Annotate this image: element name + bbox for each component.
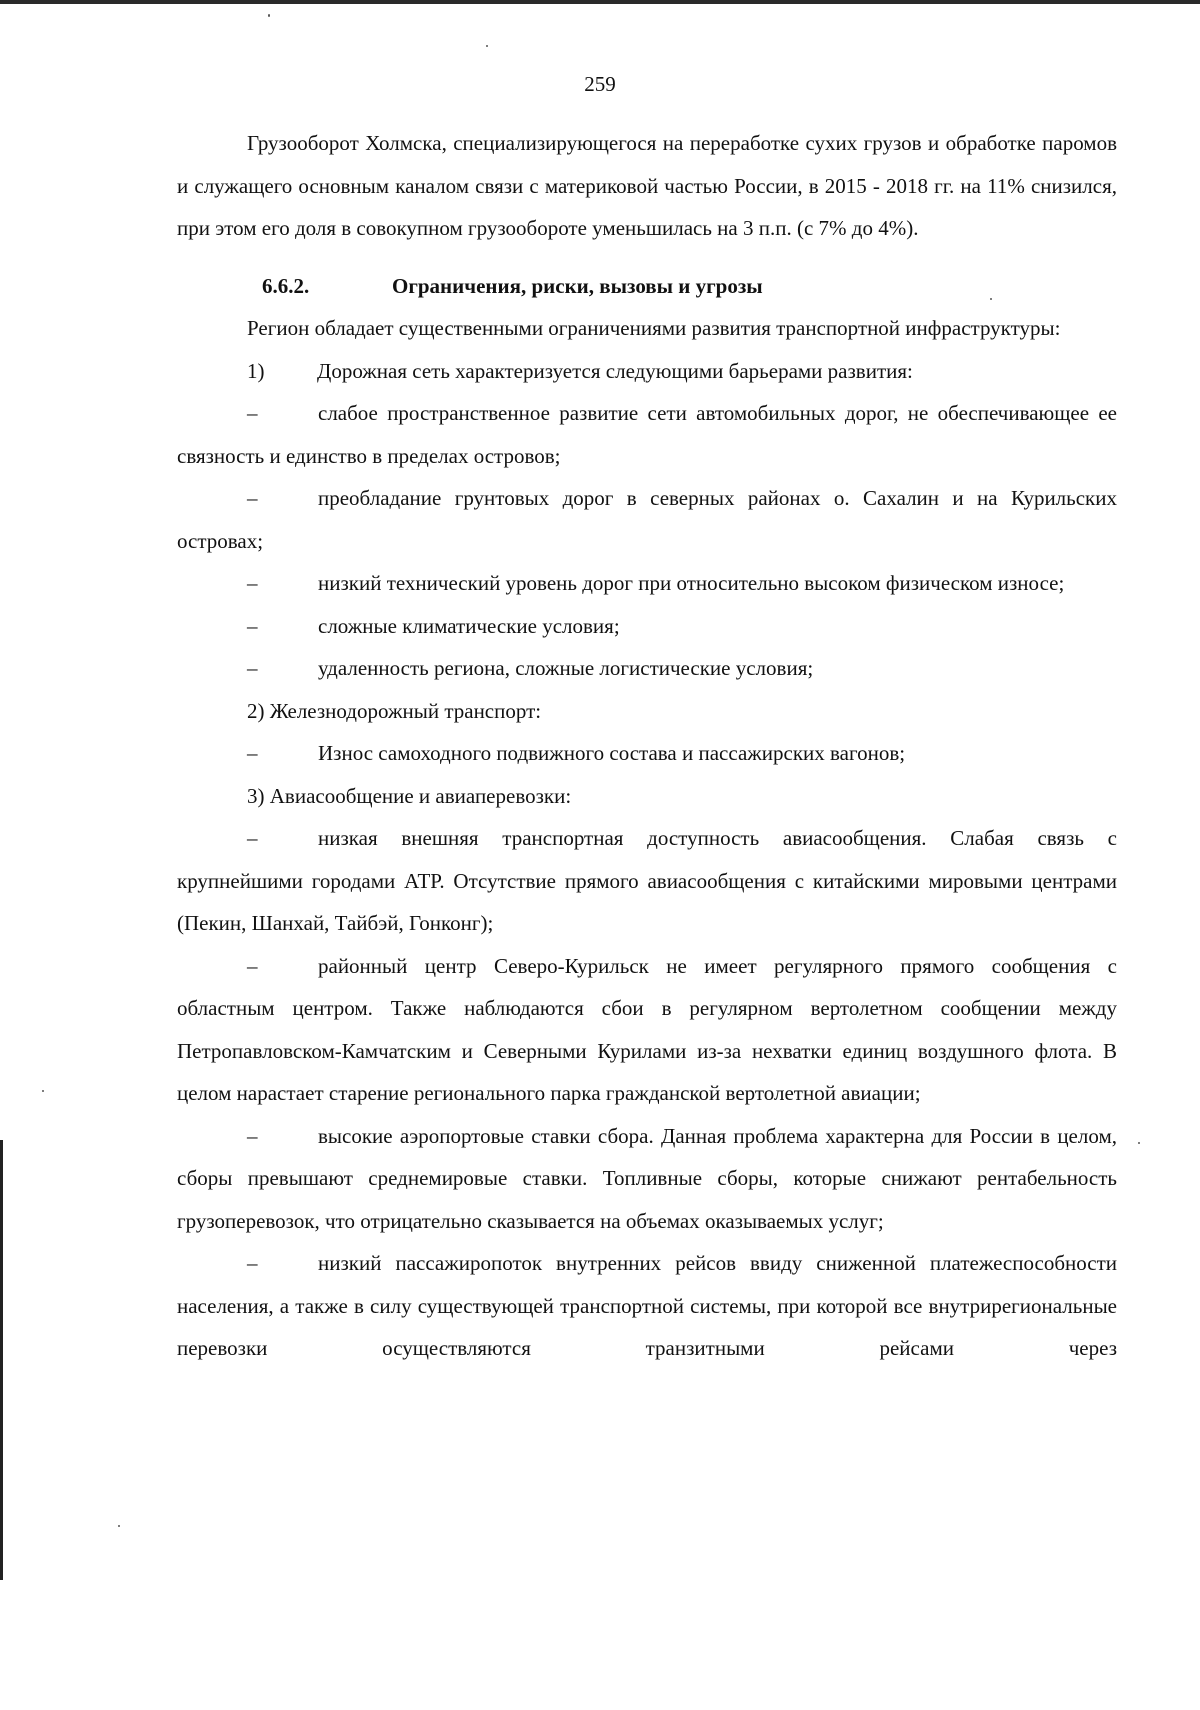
list-section-3-label: 3) <box>247 783 265 808</box>
dash-marker: – <box>247 571 258 595</box>
scan-speck <box>42 1090 44 1092</box>
list-item <box>177 817 1117 945</box>
scan-speck <box>1138 1142 1140 1144</box>
list-item-text: преобладание грунтовых дорог в северных районах о. Сахалин и на Курильских островах; <box>177 486 1117 553</box>
dash-marker: – <box>247 1123 258 1148</box>
dash-marker: – <box>247 656 258 680</box>
list-item-text: слабое пространственное развитие сети автомобильных дорог, не обеспечивающее ее связность и единство в пределах островов; <box>177 401 1117 468</box>
list-section-1 <box>177 350 1117 393</box>
intro-paragraph: Грузооборот Холмска, специализирующегося на переработке сухих грузов и обработке паромов и служащего основным каналом связи с материковой частью России, в 2015 - 2018 гг. на 11% снизился, при этом его доля в совокупном грузообороте уменьшилась на 3 п.п. (с 7% до 4%). <box>177 131 1117 240</box>
scan-speck <box>990 298 992 300</box>
list-section-3 <box>177 775 1117 818</box>
section-heading <box>177 265 1117 308</box>
list-section-3-title: Авиасообщение и авиаперевозки: <box>269 783 572 808</box>
list-item <box>177 605 1117 648</box>
page-number: 259 <box>584 72 616 96</box>
lead-paragraph: Регион обладает существенными ограничениями развития транспортной инфраструктуры: <box>247 316 1061 340</box>
list-item <box>177 562 1117 605</box>
list-item <box>177 732 1117 775</box>
list-item-text: удаленность региона, сложные логистические условия; <box>318 656 814 680</box>
scan-speck <box>486 45 488 47</box>
list-section-2-label: 2) <box>247 698 265 723</box>
list-section-2-title: Железнодорожный транспорт: <box>269 698 542 723</box>
section-heading-number: 6.6.2. <box>262 273 310 298</box>
list-item <box>177 392 1117 477</box>
list-item-text: низкий пассажиропоток внутренних рейсов ввиду сниженной платежеспособности населения, а также в силу существующей транспортной системы, при которой все внутрирегиональные перевозки осуществляются транзитными рейсами через <box>177 1251 1117 1360</box>
scan-top-edge <box>0 0 1200 4</box>
document-body <box>177 122 1117 1370</box>
scan-left-edge <box>0 1140 3 1580</box>
dash-marker: – <box>247 741 258 765</box>
list-item-text: низкий технический уровень дорог при относительно высоком физическом износе; <box>318 571 1065 595</box>
list-item <box>177 647 1117 690</box>
dash-marker: – <box>247 486 258 510</box>
list-item <box>177 1115 1117 1243</box>
dash-marker: – <box>247 1251 258 1275</box>
section-heading-title: Ограничения, риски, вызовы и угрозы <box>392 273 763 298</box>
list-item-text: высокие аэропортовые ставки сбора. Данная проблема характерна для России в целом, сборы превышают среднемировые ставки. Топливные сборы, которые снижают рентабельность грузоперевозок, что отрицательно сказывается на объемах оказываемых услуг; <box>177 1123 1117 1233</box>
list-item-text: сложные климатические условия; <box>318 613 620 638</box>
list-item <box>177 1242 1117 1370</box>
list-section-1-label: 1) <box>247 358 265 383</box>
list-item-text: районный центр Северо-Курильск не имеет регулярного прямого сообщения с областным центром. Также наблюдаются сбои в регулярном вертолетном сообщении между Петропавловском-Камчатским и Северными Курилами из-за нехватки единиц воздушного флота. В целом нарастает старение регионального парка гражданской вертолетной авиации; <box>177 953 1117 1105</box>
dash-marker: – <box>247 826 258 850</box>
list-section-2 <box>177 690 1117 733</box>
list-item-text: низкая внешняя транспортная доступность авиасообщения. Слабая связь с крупнейшими городами АТР. Отсутствие прямого авиасообщения с китайскими мировыми центрами (Пекин, Шанхай, Тайбэй, Гонконг); <box>177 826 1117 935</box>
scan-speck <box>118 1525 120 1527</box>
list-item-text: Износ самоходного подвижного состава и пассажирских вагонов; <box>318 741 906 765</box>
list-item <box>177 945 1117 1115</box>
dash-marker: – <box>247 401 258 425</box>
scan-speck <box>268 14 270 17</box>
list-item <box>177 477 1117 562</box>
list-section-1-title: Дорожная сеть характеризуется следующими барьерами развития: <box>317 358 913 383</box>
dash-marker: – <box>247 953 258 978</box>
dash-marker: – <box>247 613 258 638</box>
